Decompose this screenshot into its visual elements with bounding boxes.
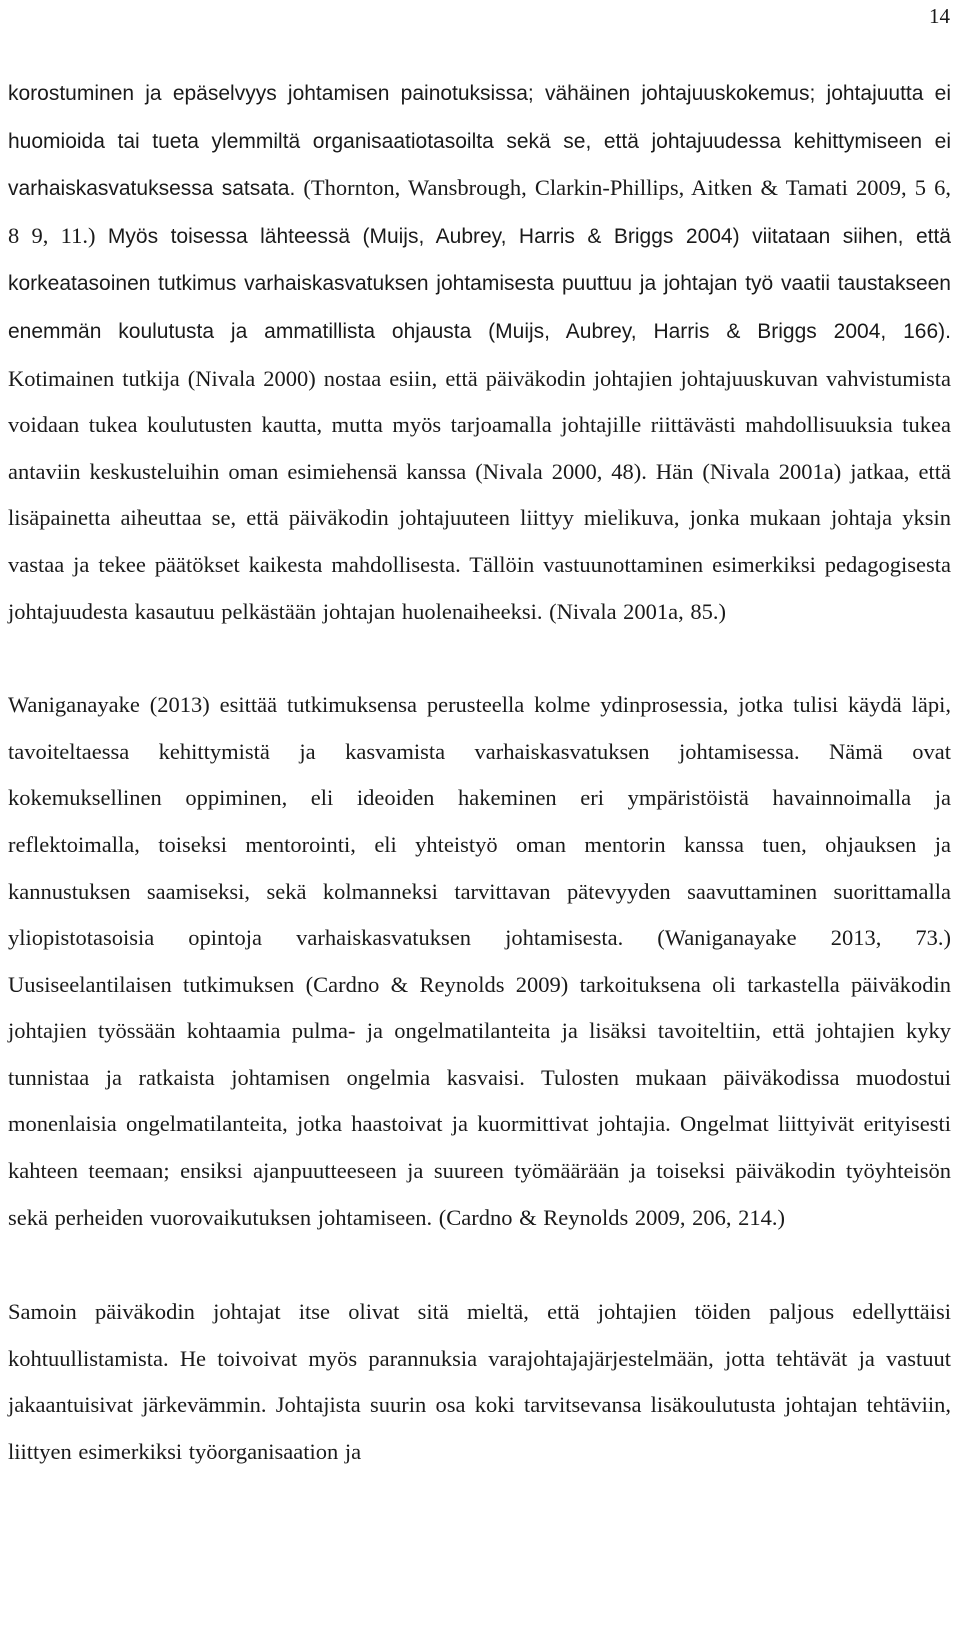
paragraph-spacer xyxy=(8,635,951,682)
text-run: Kotimainen tutkija (Nivala 2000) nostaa esiin, että päiväkodin johtajien johtajuuskuvan vahvistumista voidaan tukea koulutusten kautta, mutta myös tarjoamalla johtajille riittävästi mahdollisuuksia tukea antaviin keskusteluihin oman esimiehensä kanssa (Nivala 2000, 48). Hän (Nivala 2001a) jatkaa, että lisäpainetta aiheuttaa se, että päiväkodin johtajuuteen liittyy mielikuva, jonka mukaan johtaja yksin vastaa ja tekee päätökset kaikesta mahdollisesta. Tällöin vastuunottaminen esimerkiksi pedagogisesta johtajuudesta kasautuu pelkästään johtajan huolenaiheeksi. (Nivala 2001a, 85.) xyxy=(8,365,951,624)
text-run: Myös toisessa lähteessä (Muijs, Aubrey, Harris & Briggs 2004) viitataan siihen, että korkeatasoinen tutkimus varhaiskasvatuksen johtamisesta puuttuu ja johtajan työ vaatii taustakseen enemmän koulutusta ja ammatillista ohjausta (Muijs, Aubrey, Harris & Briggs 2004, 166). xyxy=(8,224,951,343)
text-run: (Thornton, Wansbrough, Clarkin-Phillips, Aitken & Tamati 2009, 5 6, 8 9, 11.) xyxy=(8,175,951,248)
document-body xyxy=(8,70,951,1476)
paragraph-leadership-challenges xyxy=(8,70,951,635)
text-run: korostuminen ja epäselvyys johtamisen painotuksissa; vähäinen johtajuuskokemus; johtajuutta ei huomioida tai tueta ylemmiltä organisaatiotasoilta sekä se, että johtajuudessa kehittymiseen ei varhaiskasvatuksessa satsata. xyxy=(8,82,951,201)
paragraph-directors-views xyxy=(8,1289,951,1475)
text-run: Waniganayake (2013) esittää tutkimuksensa perusteella kolme ydinprosessia, jotka tulisi käydä läpi, tavoiteltaessa kehittymistä ja kasvamista varhaiskasvatuksen johtamisessa. Nämä ovat kokemuksellinen oppiminen, eli ideoiden hakeminen eri ympäristöistä havainnoimalla ja reflektoimalla, toiseksi mentorointi, eli yhteistyö oman mentorin kanssa tuen, ohjauksen ja kannustuksen saamiseksi, sekä kolmanneksi tarvittavan pätevyyden saavuttaminen suorittamalla yliopistotasoisia opintoja varhaiskasvatuksen johtamisesta. (Waniganayake 2013, 73.) Uusiseelantilaisen tutkimuksen (Cardno & Reynolds 2009) tarkoituksena oli tarkastella päiväkodin johtajien työssään kohtaamia pulma- ja ongelmatilanteita ja lisäksi tavoiteltiin, että johtajien kyky tunnistaa ja ratkaista johtamisen ongelmia kasvaisi. Tulosten mukaan päiväkodissa muodostui monenlaisia ongelmatilanteita, jotka haastoivat ja kuormittivat johtajia. Ongelmat liittyivät erityisesti kahteen teemaan; ensiksi ajanpuutteeseen ja suureen työmäärään ja toiseksi päiväkodin työyhteisön sekä perheiden vuorovaikutuksen johtamiseen. (Cardno & Reynolds 2009, 206, 214.) xyxy=(8,692,951,1230)
paragraph-waniganayake xyxy=(8,682,951,1241)
text-run: Samoin päiväkodin johtajat itse olivat sitä mieltä, että johtajien töiden paljous edellyttäisi kohtuullistamista. He toivoivat myös parannuksia varajohtajajärjestelmään, jotta tehtävät ja vastuut jakaantuisivat järkevämmin. Johtajista suurin osa koki tarvitsevansa lisäkoulutusta johtajan tehtäviin, liittyen esimerkiksi työorganisaation ja xyxy=(8,1299,951,1465)
paragraph-spacer xyxy=(8,1241,951,1289)
page-number: 14 xyxy=(929,4,950,28)
